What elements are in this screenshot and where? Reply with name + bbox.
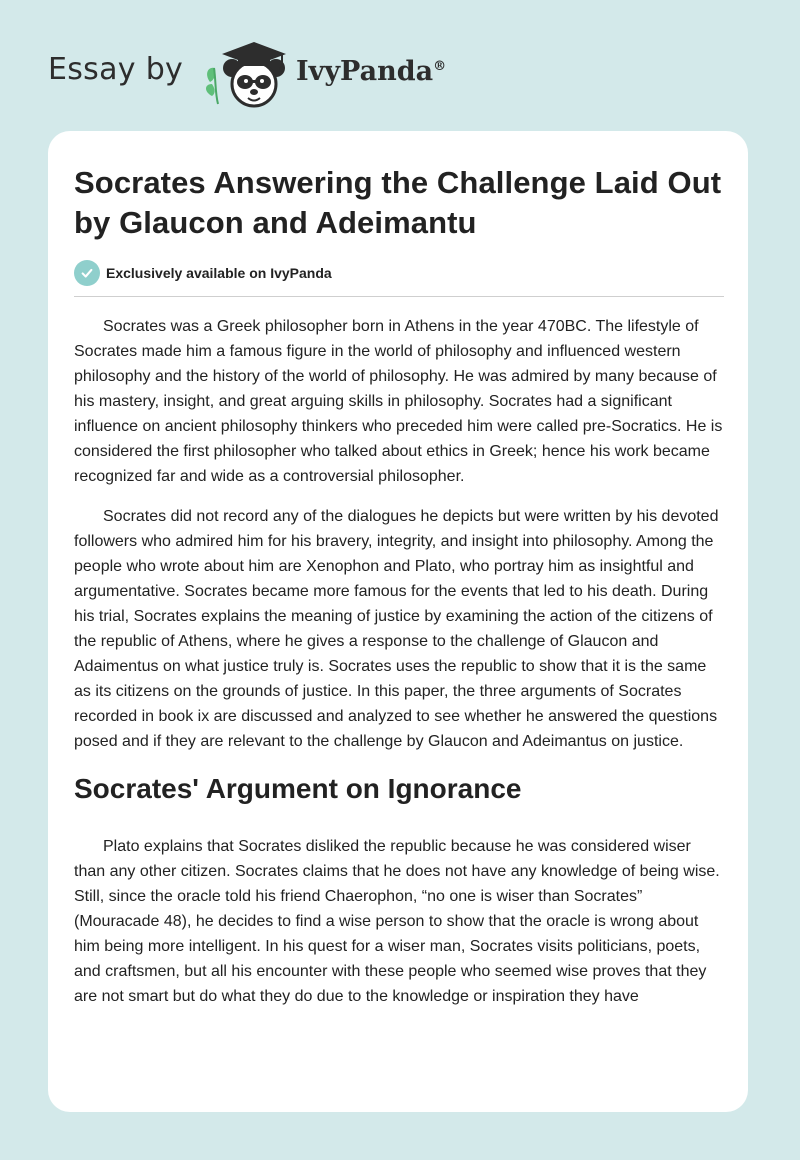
check-circle-icon bbox=[74, 260, 100, 286]
brand-prefix: Essay by bbox=[48, 52, 184, 87]
paragraph: Socrates did not record any of the dialogues he depicts but were written by his devoted followers who admired him for his bravery, integrity, and insight into philosophy. Among the people who wrote about him are Xenophon and Plato, who portray him as insightful and argumentative. Socrates became more famous for the events that led to his death. During his trial, Socrates explains the meaning of justice by examining the action of the citizens of the republic of Athens, where he gives a response to the challenge of Glaucon and Adaimentus on what justice truly is. Socrates uses the republic to show that it is the same as its citizens on the grounds of justice. In this paper, the three arguments of Socrates recorded in book ix are discussed and analyzed to see whether he answered the questions posed and if they are relevant to the challenge by Glaucon and Adeimantus on justice. bbox=[74, 508, 719, 750]
exclusive-badge bbox=[74, 259, 724, 287]
section-heading: Socrates' Argument on Ignorance bbox=[74, 773, 522, 804]
essay-card bbox=[48, 131, 748, 1112]
badge-label: Exclusively available on IvyPanda bbox=[106, 265, 332, 281]
panda-logo-icon bbox=[202, 38, 294, 108]
essay-title: Socrates Answering the Challenge Laid Out by Glaucon and Adeimantu bbox=[74, 165, 722, 240]
paragraph: Socrates was a Greek philosopher born in Athens in the year 470BC. The lifestyle of Socrates made him a famous figure in the world of philosophy and influenced western philosophy and the history of the world of philosophy. He was admired by many because of his mastery, insight, and great arguing skills in philosophy. Socrates had a significant influence on ancient philosophy thinkers who preceded him were called pre-Socratics. He is considered the first philosopher who talked about ethics in Greek; hence his work became recognized far and wide as a controversial philosopher. bbox=[74, 318, 723, 485]
essay-body bbox=[74, 314, 724, 1009]
brand-name: IvyPanda® bbox=[296, 56, 447, 87]
paragraph: Plato explains that Socrates disliked the republic because he was considered wiser than any other citizen. Socrates claims that he does not have any knowledge of being wise. Still, since the oracle told his friend Chaerophon, “no one is wiser than Socrates” (Mouracade 48), he decides to find a wise person to show that the oracle is wrong about him being more intelligent. In his quest for a wiser man, Socrates visits politicians, poets, and craftsmen, but all his encounter with these people who seemed wise proves that they are not smart but do what they do due to the knowledge or inspiration they have bbox=[74, 838, 720, 1005]
divider bbox=[74, 296, 724, 297]
brand-header[interactable] bbox=[48, 38, 468, 108]
